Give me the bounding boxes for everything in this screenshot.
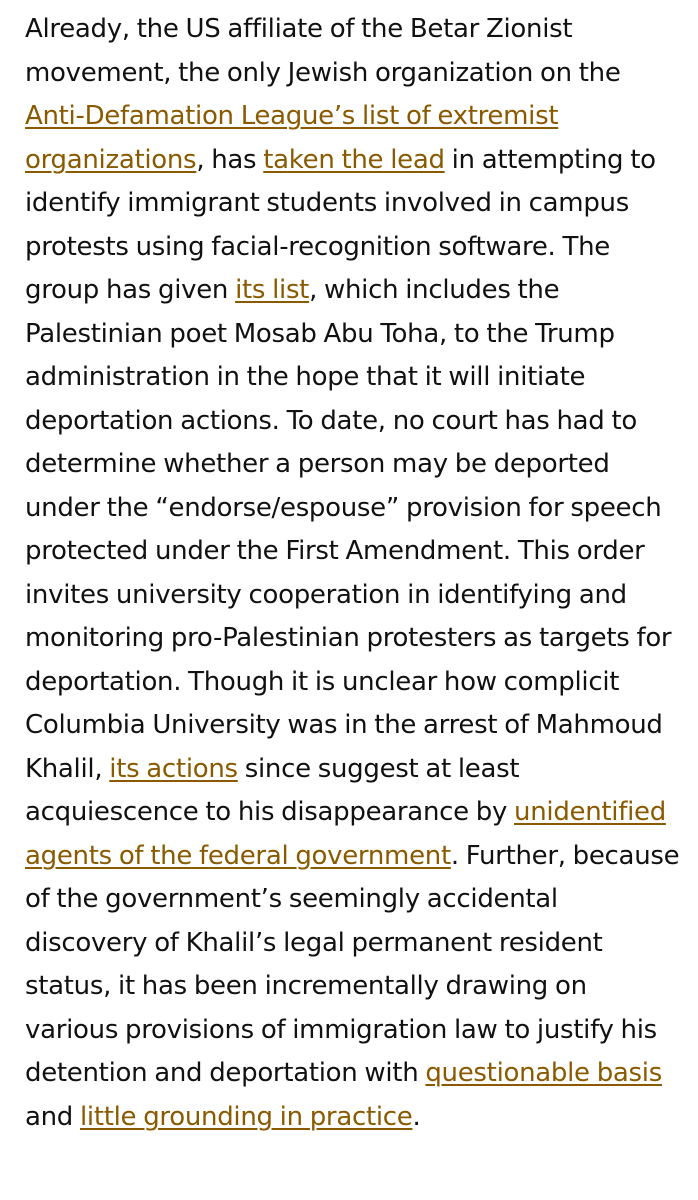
paragraph-text: in attempting to identify immigrant students involved in campus protests using facial-recognition software. The group has given bbox=[25, 144, 656, 305]
questionable-basis-link[interactable]: questionable basis bbox=[425, 1058, 662, 1088]
paragraph-text: . bbox=[412, 1101, 421, 1132]
taken-the-lead-link[interactable]: taken the lead bbox=[263, 144, 445, 175]
paragraph-text: . Further, because of the government’s seemingly accidental discovery of Khalil’s legal permanent resident status, it has been incrementally drawing on various provisions of immigration law to justify his detention and deportation with bbox=[25, 840, 680, 1088]
paragraph-text: , has bbox=[196, 144, 264, 175]
paragraph-text: since suggest at least acquiescence to his disappearance by bbox=[25, 753, 520, 827]
article-paragraph bbox=[25, 8, 686, 1139]
paragraph-text: and bbox=[25, 1101, 80, 1132]
adl-extremist-list-link[interactable]: Anti-Defamation League’s list of extremist organizations bbox=[25, 101, 559, 175]
its-actions-link[interactable]: its actions bbox=[109, 753, 238, 784]
paragraph-text: Already, the US affiliate of the Betar Zionist movement, the only Jewish organization on the bbox=[25, 14, 621, 88]
little-grounding-link[interactable]: little grounding in practice bbox=[79, 1101, 413, 1132]
paragraph-text: , which includes the Palestinian poet Mosab Abu Toha, to the Trump administration in the hope that it will initiate deportation actions. To date, no court has had to determine whether a person may be deported under the “endorse/espouse” provision for speech protected under the First Amendment. This order invites university cooperation in identifying and monitoring pro-Palestinian protesters as targets for deportation. Though it is unclear how complicit Columbia University was in the arrest of Mahmoud Khalil, bbox=[25, 275, 672, 784]
unidentified-agents-link[interactable]: unidentified agents of the federal government bbox=[25, 797, 666, 871]
its-list-link[interactable]: its list bbox=[235, 275, 310, 305]
